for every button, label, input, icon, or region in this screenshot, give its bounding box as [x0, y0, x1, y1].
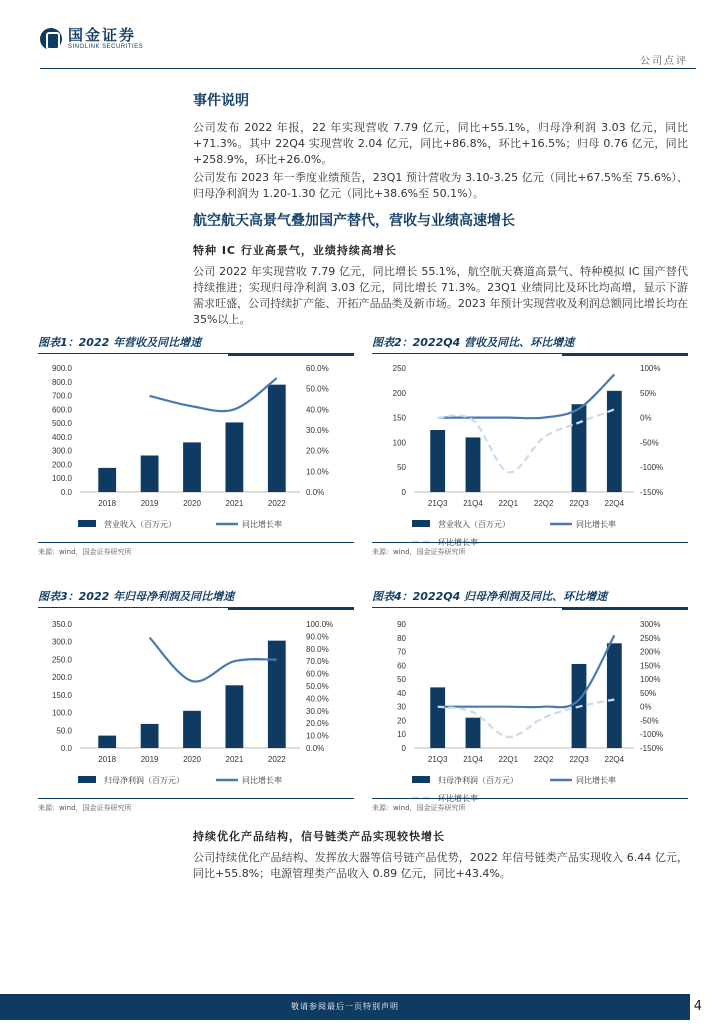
- y-tick-label: 80: [397, 633, 406, 643]
- y2-tick-label: 90.0%: [306, 632, 329, 642]
- bar: [183, 711, 201, 748]
- y-tick-label: 0.0: [60, 744, 72, 753]
- y2-tick-label: 10.0%: [306, 467, 329, 477]
- y-tick-label: 100.0: [51, 708, 72, 718]
- legend-label: 归母净利润（百万元）: [438, 776, 518, 785]
- y-tick-label: 30: [397, 702, 406, 712]
- growth-paragraph-1: 公司 2022 年实现营收 7.79 亿元，同比增长 55.1%，航空航天赛道高景气、特种模拟 IC 国产替代持续推进；实现归母净利润 3.03 亿元，同比增长 71.3%。23Q1 业绩同比及环比均高增，显示下游需求旺盛，公司持续扩产能、开拓产品品类及新市场。2023 年预计实现营收及利润总额同比增长均在 35%以上。: [193, 265, 688, 326]
- y2-tick-label: 60.0%: [306, 669, 329, 679]
- legend-label: 营业收入（百万元）: [104, 520, 176, 529]
- y-tick-label: 0: [401, 744, 406, 753]
- x-tick-label: 2020: [183, 499, 201, 508]
- yoy-line: [438, 374, 615, 418]
- y-tick-label: 100.0: [51, 474, 72, 484]
- y2-tick-label: 100%: [640, 364, 661, 373]
- growth-subtitle-1: 特种 IC 行业高景气，业绩持续高增长: [193, 244, 397, 257]
- product-paragraph: 公司持续优化产品结构、发挥放大器等信号链产品优势，2022 年信号链类产品实现收入 6.44 亿元，同比+55.8%；电源管理类产品收入 0.89 亿元，同比+43.4%。: [193, 851, 688, 880]
- figure-4-source-rule: [372, 798, 688, 799]
- y-tick-label: 0: [401, 488, 406, 497]
- y2-tick-label: 40.0%: [306, 405, 329, 415]
- y-tick-label: 900.0: [51, 364, 72, 373]
- x-tick-label: 2020: [183, 755, 201, 764]
- figure-1-title: 图表1：2022 年营收及同比增速: [38, 334, 354, 354]
- y2-tick-label: 0%: [640, 702, 652, 712]
- y2-tick-label: 0.0%: [306, 488, 325, 497]
- x-tick-label: 22Q2: [533, 755, 554, 764]
- bar: [225, 422, 243, 492]
- y2-tick-label: 200%: [640, 647, 661, 657]
- company-logo: [40, 27, 143, 51]
- x-tick-label: 21Q4: [463, 755, 483, 764]
- header-divider: [40, 68, 696, 69]
- bar: [466, 437, 481, 492]
- y2-tick-label: -150%: [640, 488, 664, 497]
- y2-tick-label: -50%: [640, 438, 659, 448]
- product-subtitle: 持续优化产品结构，信号链类产品实现较快增长: [193, 830, 445, 843]
- bar: [225, 685, 243, 748]
- x-tick-label: 22Q4: [604, 499, 625, 508]
- bar: [141, 455, 159, 492]
- legend-label: 同比增长率: [242, 520, 282, 529]
- y-tick-label: 150: [392, 413, 406, 423]
- bar: [183, 442, 201, 492]
- y2-tick-label: -150%: [640, 744, 664, 753]
- yoy-line: [150, 638, 277, 682]
- y-tick-label: 500.0: [51, 419, 72, 429]
- x-tick-label: 22Q3: [569, 755, 589, 764]
- x-tick-label: 22Q4: [604, 755, 625, 764]
- figure-2-title: 图表2：2022Q4 营收及同比、环比增速: [372, 334, 688, 354]
- y-tick-label: 300.0: [51, 637, 72, 647]
- y2-tick-label: 40.0%: [306, 694, 329, 704]
- x-tick-label: 22Q1: [498, 499, 519, 508]
- y-tick-label: 100: [392, 438, 406, 448]
- y2-tick-label: 20.0%: [306, 446, 329, 456]
- legend-label: 归母净利润（百万元）: [104, 776, 184, 785]
- y2-tick-label: 100%: [640, 675, 661, 685]
- figure-2-source-rule: [372, 542, 688, 543]
- bar: [607, 643, 622, 748]
- y-tick-label: 10: [397, 730, 406, 740]
- event-section-title: 事件说明: [193, 93, 249, 109]
- x-tick-label: 2018: [98, 755, 117, 764]
- figure-4-title: 图表4：2022Q4 归母净利润及同比、环比增速: [372, 588, 688, 608]
- y2-tick-label: 100.0%: [306, 620, 334, 629]
- event-paragraph-1: 公司发布 2022 年报，22 年实现营收 7.79 亿元，同比+55.1%，归母净利润 3.03 亿元，同比+71.3%。其中 22Q4 实现营收 2.04 亿元，同比+86.8%，环比+16.5%；归母 0.76 亿元，同比+258.9%，环比+26.0%。: [193, 121, 688, 166]
- y2-tick-label: 250%: [640, 633, 661, 643]
- y2-tick-label: 10.0%: [306, 731, 329, 741]
- legend-label: 营业收入（百万元）: [438, 520, 510, 529]
- y2-tick-label: 300%: [640, 620, 661, 629]
- legend-label: 同比增长率: [576, 776, 616, 785]
- x-tick-label: 22Q1: [498, 755, 519, 764]
- x-tick-label: 22Q2: [533, 499, 554, 508]
- bar: [430, 687, 445, 748]
- chart-3-net-profit-annual: [38, 612, 354, 796]
- y2-tick-label: 50%: [640, 388, 657, 398]
- bar: [607, 391, 622, 492]
- legend-swatch: [78, 776, 96, 783]
- figure-3-source-rule: [38, 798, 354, 799]
- legend-swatch: [412, 776, 430, 783]
- chart-4-net-profit-quarterly: [372, 612, 688, 803]
- y2-tick-label: 80.0%: [306, 644, 329, 654]
- bar: [268, 641, 286, 748]
- legend-label: 环比增长率: [438, 794, 478, 803]
- y-tick-label: 300.0: [51, 446, 72, 456]
- x-tick-label: 22Q3: [569, 499, 589, 508]
- x-tick-label: 2021: [225, 499, 244, 508]
- page-header: [0, 0, 724, 70]
- y-tick-label: 400.0: [51, 432, 72, 442]
- y2-tick-label: 50.0%: [306, 682, 329, 691]
- document-type-label: 公司点评: [640, 56, 688, 67]
- qoq-line: [438, 700, 615, 738]
- bar: [141, 724, 159, 748]
- x-tick-label: 2019: [140, 499, 159, 508]
- y2-tick-label: 60.0%: [306, 364, 329, 373]
- y-tick-label: 50.0: [56, 726, 72, 736]
- figure-2-source: 来源：wind，国金证券研究所: [372, 548, 466, 556]
- x-tick-label: 21Q3: [427, 499, 448, 508]
- y-tick-label: 40: [397, 688, 406, 698]
- y-tick-label: 90: [397, 620, 406, 629]
- y2-tick-label: 50.0%: [306, 384, 329, 394]
- y2-tick-label: -100%: [640, 463, 664, 473]
- y-tick-label: 200.0: [51, 460, 72, 470]
- y-tick-label: 50: [397, 675, 406, 685]
- y-tick-label: 800.0: [51, 377, 72, 387]
- sinolink-logo-icon: [40, 28, 62, 50]
- y2-tick-label: -100%: [640, 730, 664, 740]
- figure-1-source: 来源：wind，国金证券研究所: [38, 548, 132, 556]
- y2-tick-label: 70.0%: [306, 657, 329, 667]
- x-tick-label: 2021: [225, 755, 244, 764]
- yoy-line: [438, 635, 615, 707]
- x-tick-label: 21Q4: [463, 499, 483, 508]
- chart-1-revenue-annual: [38, 356, 354, 540]
- chart-2-revenue-quarterly: [372, 356, 688, 547]
- x-tick-label: 2022: [267, 499, 286, 508]
- y2-tick-label: 30.0%: [306, 706, 329, 716]
- bar: [572, 404, 587, 492]
- y-tick-label: 200: [392, 388, 406, 398]
- figure-3-source: 来源：wind，国金证券研究所: [38, 804, 132, 812]
- bar: [466, 718, 481, 748]
- y-tick-label: 200.0: [51, 673, 72, 683]
- yoy-line: [150, 378, 277, 411]
- x-tick-label: 2022: [267, 755, 286, 764]
- y-tick-label: 250: [392, 364, 406, 373]
- y2-tick-label: 50%: [640, 688, 657, 698]
- x-tick-label: 21Q3: [427, 755, 448, 764]
- x-tick-label: 2019: [140, 755, 159, 764]
- y-tick-label: 600.0: [51, 405, 72, 415]
- legend-swatch: [78, 520, 96, 527]
- bar: [98, 468, 116, 492]
- bar: [268, 385, 286, 492]
- y-tick-label: 60: [397, 661, 406, 671]
- footer-disclaimer: 敬请参阅最后一页特别声明: [291, 1002, 399, 1011]
- y-tick-label: 250.0: [51, 655, 72, 665]
- legend-swatch: [412, 520, 430, 527]
- figure-3-title: 图表3：2022 年归母净利润及同比增速: [38, 588, 354, 608]
- y-tick-label: 50: [397, 463, 406, 473]
- y2-tick-label: 150%: [640, 661, 661, 671]
- x-tick-label: 2018: [98, 499, 117, 508]
- page-footer: [0, 994, 724, 1024]
- y2-tick-label: 30.0%: [306, 426, 329, 435]
- y-tick-label: 20: [397, 716, 406, 726]
- bar: [430, 430, 445, 492]
- y-tick-label: 150.0: [51, 690, 72, 700]
- legend-label: 同比增长率: [576, 520, 616, 529]
- page-number: 4: [693, 999, 702, 1014]
- figure-1-source-rule: [38, 542, 354, 543]
- legend-label: 环比增长率: [438, 538, 478, 547]
- bar: [98, 736, 116, 748]
- y2-tick-label: 20.0%: [306, 719, 329, 729]
- y-tick-label: 70: [397, 647, 406, 657]
- figure-4-source: 来源：wind，国金证券研究所: [372, 804, 466, 812]
- legend-label: 同比增长率: [242, 776, 282, 785]
- growth-section-title: 航空航天高景气叠加国产替代，营收与业绩高速增长: [193, 213, 515, 229]
- y-tick-label: 0.0: [60, 488, 72, 497]
- logo-en-text: SINOLINK SECURITIES: [68, 44, 144, 50]
- logo-cn-text: 国金证券: [68, 26, 137, 44]
- y2-tick-label: 0%: [640, 413, 652, 423]
- y2-tick-label: -50%: [640, 716, 659, 726]
- event-paragraph-2: 公司发布 2023 年一季度业绩预告，23Q1 预计营收为 3.10-3.25 亿元（同比+67.5%至 75.6%）、归母净利润为 1.20-1.30 亿元（同比+38.6%至 50.1%）。: [193, 171, 688, 200]
- y-tick-label: 350.0: [51, 620, 72, 629]
- y2-tick-label: 0.0%: [306, 744, 325, 753]
- y-tick-label: 700.0: [51, 391, 72, 401]
